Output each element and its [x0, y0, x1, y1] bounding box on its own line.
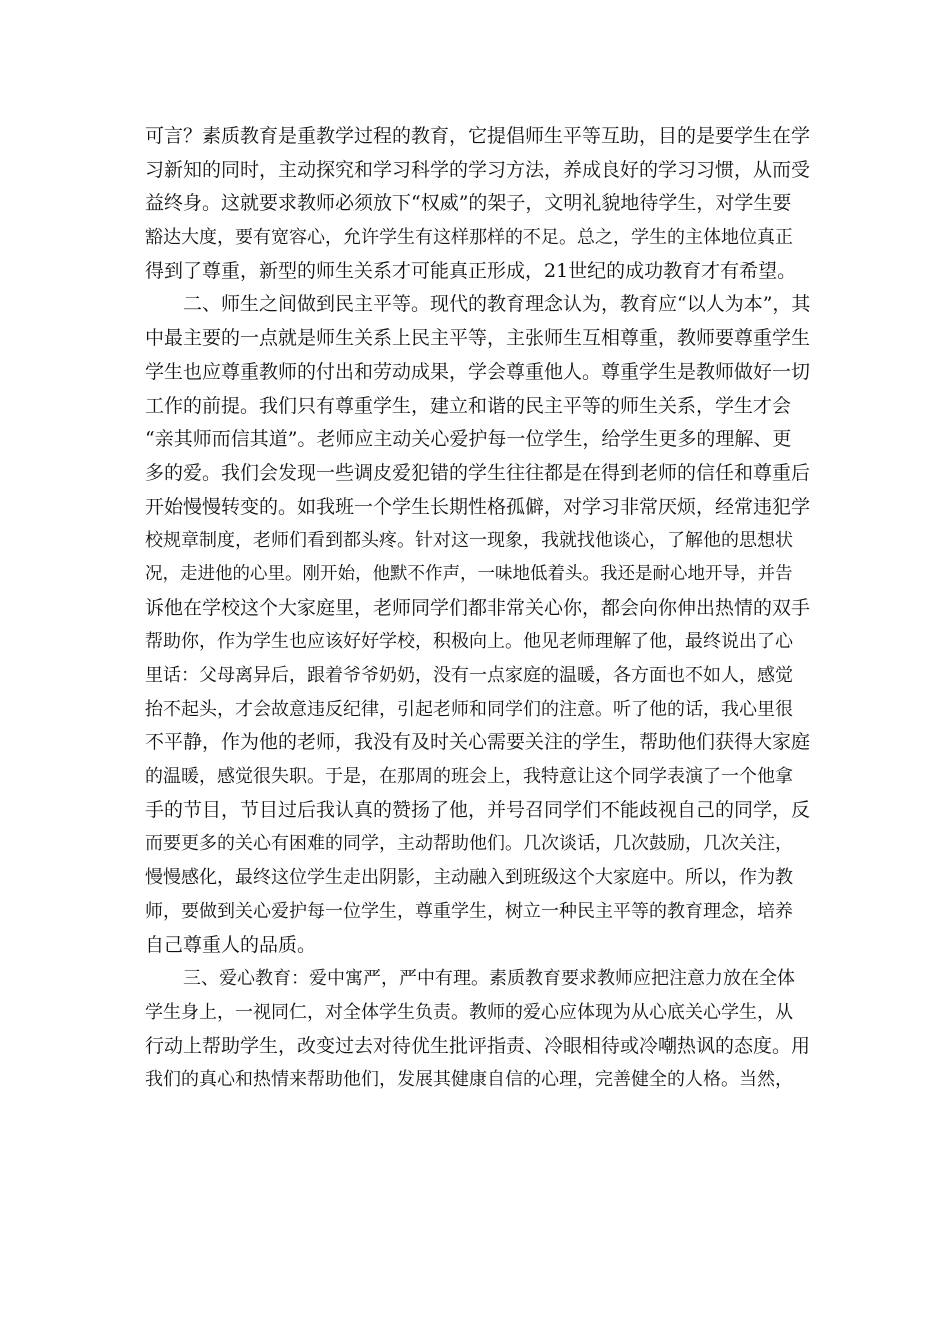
text-line: 而要更多的关心有困难的同学，主动帮助他们。几次谈话，几次鼓励，几次关注， — [145, 833, 793, 855]
text-line: 开始慢慢转变的。如我班一个学生长期性格孤僻，对学习非常厌烦，经常违犯学 — [145, 495, 811, 518]
text-line: 师，要做到关心爱护每一位学生，尊重学生，树立一种民主平等的教育理念，培养 — [145, 900, 793, 922]
text-line: 学生也应尊重教师的付出和劳动成果，学会尊重他人。尊重学生是教师做好一切 — [145, 360, 811, 383]
text-line: 行动上帮助学生，改变过去对待优生批评指责、冷眼相待或冷嘲热讽的态度。用 — [145, 1034, 811, 1057]
text-line: 学生身上，一视同仁，对全体学生负责。教师的爱心应体现为从心底关心学生，从 — [145, 1001, 793, 1023]
text-line: 工作的前提。我们只有尊重学生，建立和谐的民主平等的师生关系，学生才会 — [145, 394, 792, 417]
text-line: 中最主要的一点就是师生关系上民主平等，主张师生互相尊重，教师要尊重学生 — [145, 327, 811, 350]
text-line: 习新知的同时，主动探究和学习科学的学习方法，养成良好的学习习惯，从而受 — [145, 158, 811, 181]
text-line: 抬不起头，才会故意违反纪律，引起老师和同学们的注意。听了他的话，我心里很 — [145, 698, 793, 720]
text-line: 慢慢感化，最终这位学生走出阴影，主动融入到班级这个大家庭中。所以，作为教 — [145, 867, 793, 889]
text-line: 的温暖，感觉很失职。于是，在那周的班会上，我特意让这个同学表演了一个他拿 — [145, 766, 793, 788]
text-line: 不平静，作为他的老师，我没有及时关心需要关注的学生，帮助他们获得大家庭 — [145, 731, 811, 754]
text-line: 三、爱心教育：爱中寓严，严中有理。素质教育要求教师应把注意力放在全体 — [183, 968, 795, 990]
text-line: 多的爱。我们会发现一些调皮爱犯错的学生往往都是在得到老师的信任和尊重后 — [145, 461, 811, 484]
text-line: 里话：父母离异后，跟着爷爷奶奶，没有一点家庭的温暖，各方面也不如人，感觉 — [145, 665, 793, 686]
body-text — [145, 120, 810, 1097]
text-line: 可言？素质教育是重教学过程的教育，它提倡师生平等互助，目的是要学生在学 — [145, 125, 811, 147]
text-line: 自己尊重人的品质。 — [145, 933, 317, 956]
text-line: 二、师生之间做到民主平等。现代的教育理念认为，教育应“以人为本”，其 — [183, 293, 811, 316]
text-line: 我们的真心和热情来帮助他们，发展其健康自信的心理，完善健全的人格。当然， — [145, 1069, 793, 1091]
text-line: 手的节目，节目过后我认真的赞扬了他，并号召同学们不能歧视自己的同学，反 — [145, 798, 811, 821]
text-line: 校规章制度，老师们看到都头疼。针对这一现象，我就找他谈心，了解他的思想状 — [145, 530, 793, 552]
text-line: “亲其师而信其道”。老师应主动关心爱护每一位学生，给学生更多的理解、更 — [145, 428, 792, 451]
text-line: 豁达大度，要有宽容心，允许学生有这样那样的不足。总之，学生的主体地位真正 — [145, 227, 793, 249]
text-line: 诉他在学校这个大家庭里，老师同学们都非常关心你，都会向你伸出热情的双手 — [145, 596, 811, 619]
text-line: 益终身。这就要求教师必须放下“权威”的架子，文明礼貌地待学生，对学生要 — [145, 192, 792, 215]
text-line: 得到了尊重，新型的师生关系才可能真正形成，21世纪的成功教育才有希望。 — [145, 259, 797, 282]
text-line: 况，走进他的心里。刚开始，他默不作声，一味地低着头。我还是耐心地开导，并告 — [145, 563, 793, 584]
text-line: 帮助你，作为学生也应该好好学校，积极向上。他见老师理解了他，最终说出了心 — [145, 631, 793, 653]
